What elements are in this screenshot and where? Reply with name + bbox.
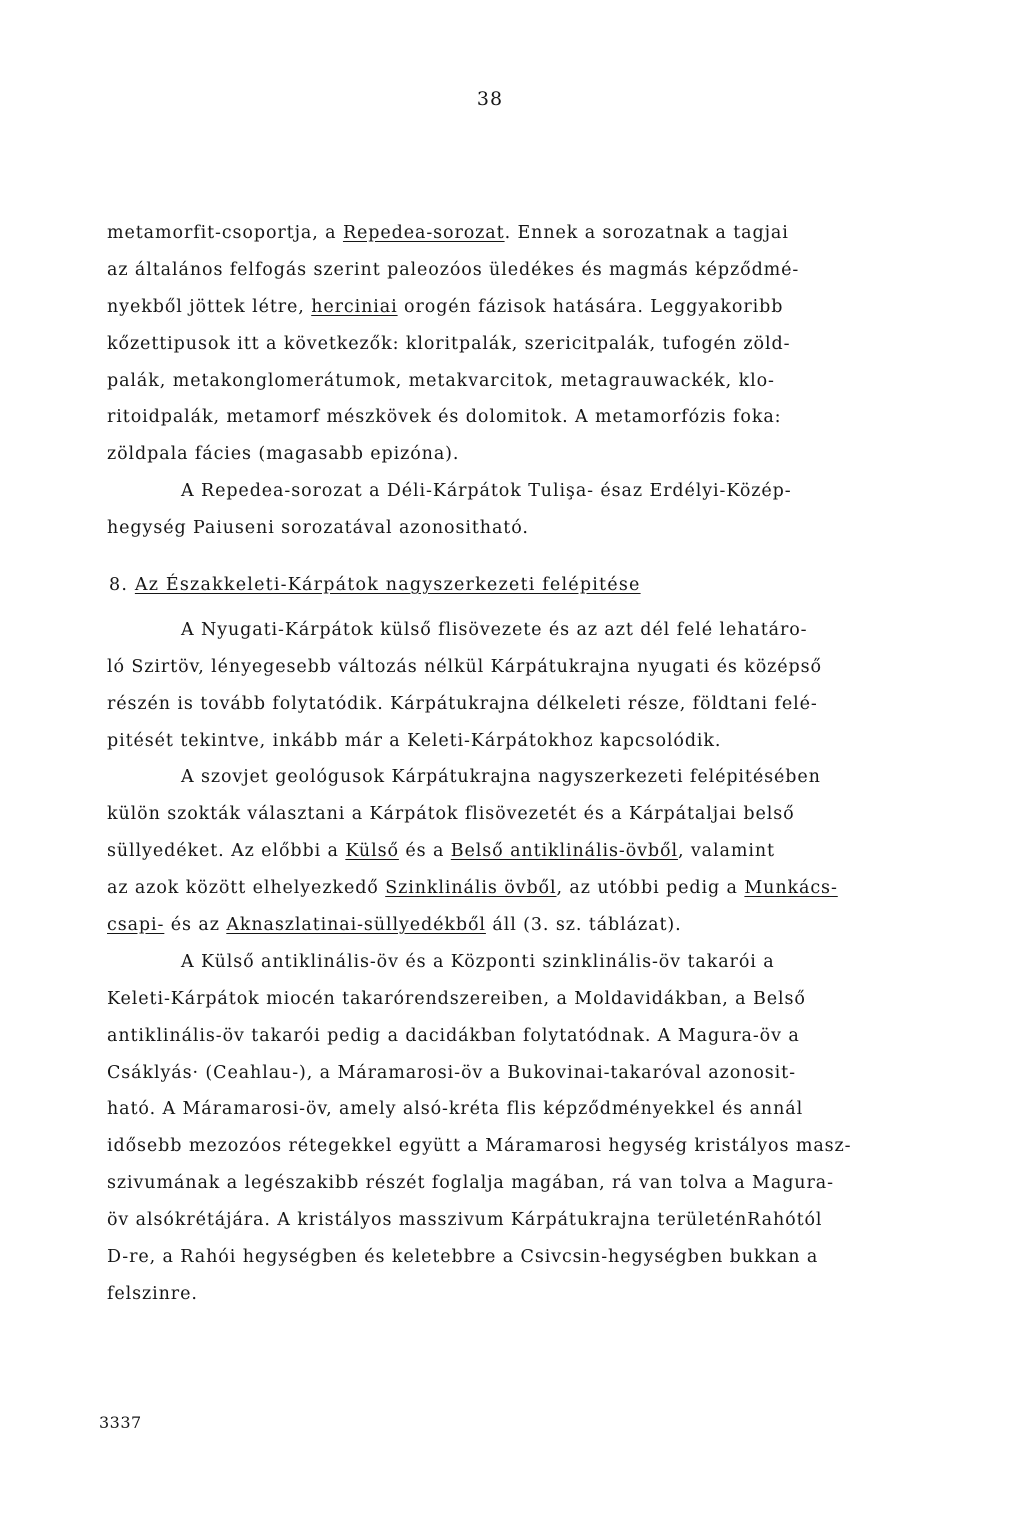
- text-line: öv alsókrétájára. A kristályos masszivum Kárpátukrajna területénRahótól: [107, 1210, 823, 1231]
- underlined-term: herciniai: [311, 296, 398, 317]
- underlined-term: Szinklinális övből: [385, 878, 557, 899]
- text-line: az azok között elhelyezkedő Szinklinális övből, az utóbbi pedig a Munkács-: [107, 878, 838, 899]
- underlined-term: csapi-: [107, 915, 165, 936]
- text-line: D-re, a Rahói hegységben és keletebbre a Csivcsin-hegységben bukkan a: [107, 1247, 819, 1268]
- text-line: idősebb mezozóos rétegekkel együtt a Máramarosi hegység kristályos masz-: [107, 1136, 852, 1157]
- text-line: A Repedea-sorozat a Déli-Kárpátok Tulişa- ésaz Erdélyi-Közép-: [181, 481, 792, 502]
- text-line: az általános felfogás szerint paleozóos üledékes és magmás képződmé-: [107, 259, 800, 280]
- text-line: ló Szirtöv, lényegesebb változás nélkül Kárpátukrajna nyugati és középső: [107, 656, 822, 677]
- text-line: antiklinális-öv takarói pedig a dacidákban folytatódnak. A Magura-öv a: [107, 1025, 800, 1046]
- text-line: ható. A Máramarosi-öv, amely alsó-kréta flis képződményekkel és annál: [107, 1099, 804, 1120]
- document-body: [107, 215, 887, 1313]
- text-line: nyekből jöttek létre, herciniai orogén fázisok hatására. Leggyakoribb: [107, 296, 784, 317]
- text-line: ritoidpalák, metamorf mészkövek és dolomitok. A metamorfózis foka:: [107, 407, 782, 428]
- text-line: külön szokták választani a Kárpátok flisövezetét és a Kárpátaljai belső: [107, 804, 795, 825]
- text-line: felszinre.: [107, 1283, 198, 1304]
- text-line: palák, metakonglomerátumok, metakvarcitok, metagrauwackék, klo-: [107, 370, 775, 391]
- text-line: Csáklyás· (Ceahlau-), a Máramarosi-öv a Bukovinai-takaróval azonosit-: [107, 1062, 796, 1083]
- text-line: csapi- és az Aknaszlatinai-süllyedékből áll (3. sz. táblázat).: [107, 915, 682, 936]
- text-line: hegység Paiuseni sorozatával azonositható.: [107, 518, 529, 539]
- text-line: A Külső antiklinális-öv és a Központi szinklinális-öv takarói a: [181, 951, 775, 972]
- text-line: szivumának a legészakibb részét foglalja magában, rá van tolva a Magura-: [107, 1173, 834, 1194]
- underlined-term: Külső: [345, 841, 399, 862]
- text-line: részén is tovább folytatódik. Kárpátukrajna délkeleti része, földtani felé-: [107, 693, 818, 714]
- page-number: 38: [476, 88, 504, 110]
- footer-code: 3337: [99, 1413, 142, 1432]
- text-line: süllyedéket. Az előbbi a Külső és a Belső antiklinális-övből, valamint: [107, 841, 775, 862]
- text-line: pitését tekintve, inkább már a Keleti-Kárpátokhoz kapcsolódik.: [107, 730, 722, 751]
- text-line: A Nyugati-Kárpátok külső flisövezete és az azt dél felé lehatáro-: [181, 619, 808, 640]
- text-line: zöldpala fácies (magasabb epizóna).: [107, 444, 460, 465]
- section-title: Az Északkeleti-Kárpátok nagyszerkezeti felépitése: [134, 575, 641, 596]
- text-line: A szovjet geológusok Kárpátukrajna nagyszerkezeti felépitésében: [181, 767, 821, 788]
- section-heading: [107, 567, 887, 604]
- text-line: metamorfit-csoportja, a Repedea-sorozat. Ennek a sorozatnak a tagjai: [107, 223, 789, 243]
- section-number: 8.: [109, 575, 129, 596]
- text-line: Keleti-Kárpátok miocén takarórendszereiben, a Moldavidákban, a Belső: [107, 988, 806, 1009]
- underlined-term: Belső antiklinális-övből: [450, 841, 678, 862]
- underlined-term: Munkács-: [744, 878, 838, 899]
- text-line: kőzettipusok itt a következők: kloritpalák, szericitpalák, tufogén zöld-: [107, 333, 791, 354]
- underlined-term: Aknaszlatinai-süllyedékből: [226, 915, 486, 936]
- underlined-term: Repedea-sorozat: [342, 223, 505, 243]
